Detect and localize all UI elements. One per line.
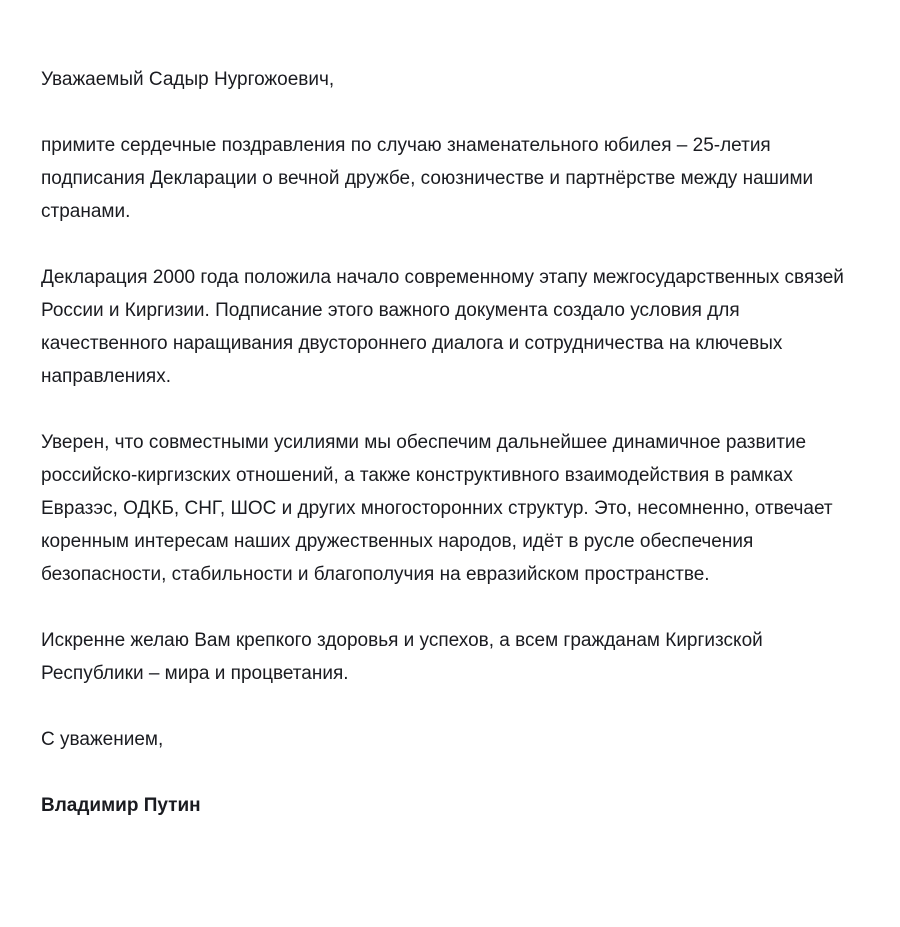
paragraph-declaration: Декларация 2000 года положила начало современному этапу межгосударственных связей России и Киргизии. Подписание этого важного документа создало условия для качественного наращивания двустороннего диалога и сотрудничества на ключевых направлениях. [41,267,844,387]
paragraph-wishes: Искренне желаю Вам крепкого здоровья и успехов, а всем гражданам Киргизской Республики – мира и процветания. [41,630,763,684]
closing: С уважением, [41,729,164,750]
letter-body [41,63,861,822]
paragraph-congratulations: примите сердечные поздравления по случаю знаменательного юбилея – 25-летия подписания Декларации о вечной дружбе, союзничестве и партнёрстве между нашими странами. [41,135,814,222]
paragraph-cooperation: Уверен, что совместными усилиями мы обеспечим дальнейшее динамичное развитие российско-киргизских отношений, а также конструктивного взаимодействия в рамках Евразэс, ОДКБ, СНГ, ШОС и других многосторонних структур. Это, несомненно, отвечает коренным интересам наших дружественных народов, идёт в русле обеспечения безопасности, стабильности и благополучия на евразийском пространстве. [41,432,833,585]
salutation: Уважаемый Садыр Нургожоевич, [41,69,335,90]
signature: Владимир Путин [41,795,201,816]
